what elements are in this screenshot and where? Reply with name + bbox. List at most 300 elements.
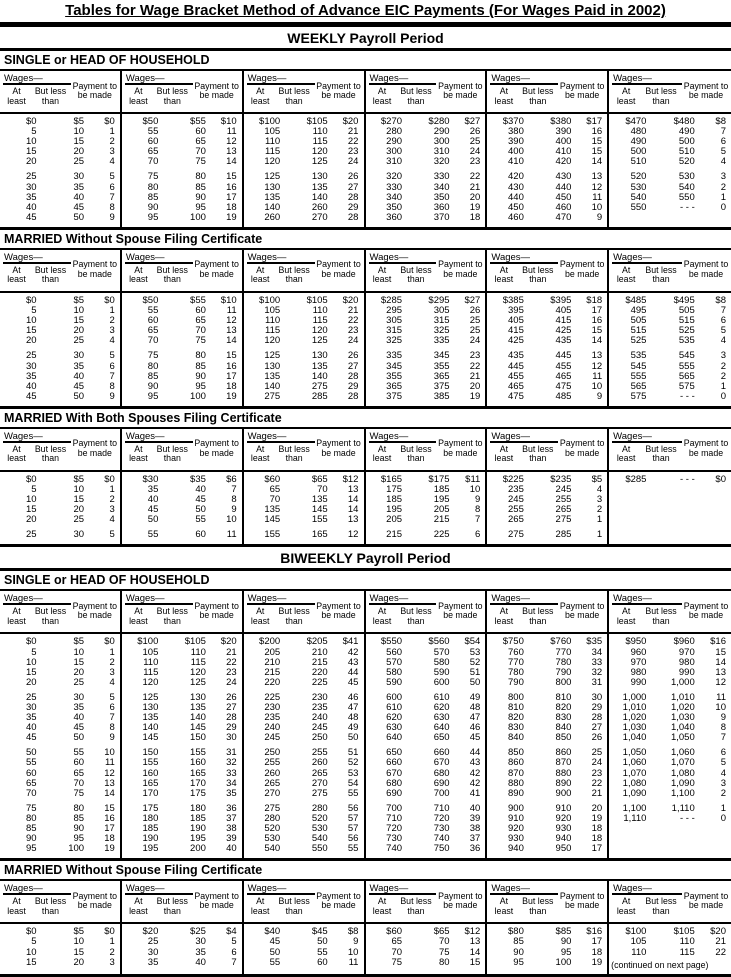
at-least-value: 1,000 — [622, 691, 647, 703]
at-least-value: $0 — [25, 473, 37, 485]
at-least-value: 15 — [25, 956, 37, 968]
table-row — [122, 637, 242, 647]
payment-value: 25 — [591, 747, 603, 759]
but-less-than-value: 90 — [195, 370, 206, 382]
but-less-than-value: $5 — [73, 473, 85, 485]
payment-value: 4 — [720, 156, 726, 168]
at-least-value: 85 — [147, 191, 159, 203]
column-body — [244, 924, 364, 971]
wages-header-group — [369, 430, 437, 470]
at-least-value: 255 — [508, 504, 524, 516]
but-less-than-value: 60 — [195, 529, 206, 541]
payment-value: 6 — [109, 702, 115, 713]
but-less-than-value: 245 — [555, 483, 572, 495]
payment-value: 48 — [347, 712, 359, 724]
payment-value: 7 — [231, 483, 237, 495]
but-less-than-value: 160 — [190, 757, 206, 769]
wages-header-group — [369, 882, 437, 922]
but-less-than-label: But less than — [156, 264, 188, 285]
payment-value: 54 — [347, 777, 359, 789]
table-row — [487, 937, 607, 947]
table-row — [0, 515, 120, 525]
at-least-value: 215 — [264, 666, 281, 678]
payment-value: 52 — [469, 656, 481, 668]
but-less-than-value: 130 — [190, 691, 206, 703]
but-less-than-value: 770 — [555, 646, 572, 658]
but-less-than-label: But less than — [278, 264, 310, 285]
table-row — [366, 678, 486, 688]
but-less-than-value: 110 — [312, 305, 328, 317]
at-least-value: 75 — [147, 350, 159, 362]
at-least-value: 95 — [513, 956, 524, 968]
at-least-value: 15 — [25, 325, 37, 337]
payment-value: 18 — [591, 946, 603, 958]
but-less-than-value: 1,100 — [670, 787, 695, 799]
payment-value: $8 — [715, 294, 726, 306]
payment-value: 14 — [591, 335, 603, 347]
at-least-value: 235 — [264, 712, 281, 724]
at-least-value: 195 — [386, 504, 403, 516]
payment-value: 33 — [591, 656, 603, 668]
payment-value: 16 — [104, 812, 115, 824]
column-body — [366, 924, 486, 971]
at-least-value: 505 — [630, 315, 647, 327]
payment-value: 21 — [715, 936, 726, 948]
payment-value: 19 — [591, 956, 603, 968]
at-least-value: 20 — [25, 335, 37, 347]
table-row — [122, 723, 242, 733]
table-row — [487, 515, 607, 525]
bracket-table — [0, 250, 731, 409]
table-row — [487, 844, 607, 854]
at-least-value: 1,090 — [622, 787, 647, 799]
column-header — [244, 429, 364, 472]
table-row — [487, 769, 607, 779]
but-less-than-value: 620 — [433, 702, 450, 713]
table-row — [244, 824, 364, 834]
but-less-than-value: $105 — [306, 294, 328, 306]
row-group — [366, 804, 486, 854]
wages-label: Wages— — [612, 882, 682, 895]
but-less-than-value: $5 — [73, 926, 85, 938]
table-row — [609, 789, 731, 799]
at-least-value: $30 — [142, 473, 159, 485]
column-body — [487, 924, 607, 971]
table-row — [487, 382, 607, 392]
table-row — [487, 758, 607, 768]
payment-value: 6 — [475, 529, 481, 541]
at-least-value: 70 — [147, 335, 159, 347]
table-row — [487, 157, 607, 167]
at-least-value: 45 — [25, 732, 37, 744]
table-row — [487, 203, 607, 213]
table-row — [0, 789, 120, 799]
wages-label: Wages— — [490, 882, 558, 895]
table-row — [366, 326, 486, 336]
row-group — [487, 475, 607, 525]
table-row — [609, 372, 731, 382]
at-least-value: 135 — [264, 191, 281, 203]
payment-value: 8 — [475, 504, 481, 516]
at-least-value: 35 — [25, 712, 37, 724]
table-row — [244, 127, 364, 137]
at-least-value: 185 — [142, 823, 159, 835]
table-row — [487, 495, 607, 505]
column-body — [0, 293, 120, 406]
table-row — [487, 748, 607, 758]
payment-value: 6 — [231, 946, 237, 958]
table-column — [244, 881, 366, 973]
but-less-than-value: 890 — [555, 777, 572, 789]
but-less-than-value: 540 — [311, 833, 328, 845]
table-row — [244, 117, 364, 127]
payment-value: 18 — [226, 201, 237, 213]
at-least-value: 25 — [147, 936, 159, 948]
payment-value: 50 — [469, 676, 481, 688]
table-row — [487, 392, 607, 402]
payment-value: 18 — [591, 833, 603, 845]
but-less-than-value: $395 — [550, 294, 572, 306]
but-less-than-value: 455 — [555, 360, 572, 372]
at-least-value: 85 — [25, 823, 37, 835]
payment-value: 34 — [591, 646, 603, 658]
column-header — [0, 71, 120, 114]
payment-value: 36 — [226, 802, 237, 814]
but-less-than-value: 20 — [73, 956, 85, 968]
table-row — [122, 703, 242, 713]
at-least-value: 860 — [508, 757, 524, 769]
payment-value: 11 — [348, 956, 359, 968]
at-least-value: 820 — [508, 712, 524, 724]
but-less-than-value: - - - — [679, 812, 695, 824]
table-row — [487, 351, 607, 361]
table-row — [487, 475, 607, 485]
column-body — [609, 114, 731, 217]
table-row — [366, 127, 486, 137]
wage-subheaders — [490, 443, 558, 464]
payment-value: 13 — [347, 514, 359, 526]
at-least-value: 870 — [508, 767, 524, 779]
at-least-value: 535 — [630, 350, 647, 362]
but-less-than-value: 220 — [311, 666, 328, 678]
at-least-value: 395 — [508, 305, 524, 317]
row-group — [244, 927, 364, 967]
but-less-than-label: But less than — [400, 264, 432, 285]
payment-value: 10 — [469, 483, 481, 495]
payment-value: 13 — [469, 936, 481, 948]
table-row — [122, 713, 242, 723]
but-less-than-value: 255 — [555, 494, 572, 506]
at-least-value: 70 — [147, 156, 159, 168]
payment-value: 50 — [347, 732, 359, 744]
but-less-than-value: $960 — [673, 636, 695, 648]
payment-value: 1 — [720, 191, 726, 203]
at-least-value: 90 — [147, 201, 159, 213]
at-least-value: 125 — [264, 171, 281, 183]
table-row — [244, 844, 364, 854]
at-least-value: 165 — [142, 777, 159, 789]
table-column — [122, 429, 244, 545]
table-column — [244, 591, 366, 858]
wages-header-group — [247, 72, 315, 112]
at-least-value: 75 — [147, 171, 159, 183]
at-least-value: 170 — [142, 787, 159, 799]
at-least-value: 335 — [386, 350, 403, 362]
at-least-value: 115 — [143, 666, 159, 678]
column-header — [244, 250, 364, 293]
but-less-than-value: 130 — [311, 171, 328, 183]
row-group — [487, 296, 607, 346]
wages-header-group — [3, 882, 71, 922]
table-column — [244, 71, 366, 227]
bracket-header: MARRIED With Both Spouses Filing Certificate — [0, 410, 731, 429]
wages-label: Wages— — [369, 251, 437, 264]
at-least-value: 195 — [142, 843, 159, 855]
table-row — [0, 824, 120, 834]
payment-value: 17 — [591, 936, 603, 948]
wages-header-group — [3, 251, 71, 291]
payment-value: 0 — [720, 812, 726, 824]
but-less-than-value: $480 — [673, 116, 695, 127]
table-row — [0, 637, 120, 647]
but-less-than-value: 410 — [555, 146, 572, 158]
at-least-value: 135 — [264, 504, 281, 516]
row-group — [244, 351, 364, 401]
at-least-value: 340 — [386, 191, 403, 203]
at-least-value: 55 — [147, 305, 159, 317]
at-least-value: 445 — [508, 360, 524, 372]
at-least-value: 55 — [147, 529, 159, 541]
wage-subheaders — [3, 85, 71, 106]
payment-value: 14 — [715, 656, 726, 668]
wage-subheaders — [612, 264, 682, 285]
at-least-label: At least — [616, 896, 636, 916]
payment-value: 3 — [720, 777, 726, 789]
payment-value: 5 — [109, 529, 115, 541]
table-column — [122, 881, 244, 973]
payment-value: 5 — [109, 350, 115, 362]
but-less-than-value: 415 — [555, 315, 572, 327]
at-least-value: 345 — [386, 360, 403, 372]
table-row — [0, 703, 120, 713]
payment-value: 5 — [109, 171, 115, 183]
table-row — [244, 157, 364, 167]
wage-subheaders — [3, 264, 71, 285]
table-row — [122, 779, 242, 789]
row-group — [244, 748, 364, 798]
but-less-than-value: 80 — [195, 171, 206, 183]
row-group — [609, 117, 731, 167]
but-less-than-value: 50 — [73, 732, 85, 744]
but-less-than-value: $65 — [433, 926, 450, 938]
payment-value: 19 — [226, 211, 237, 223]
but-less-than-value: 660 — [433, 747, 450, 759]
but-less-than-value: 570 — [433, 646, 450, 658]
row-group — [366, 475, 486, 525]
payment-value: 1 — [109, 936, 115, 948]
but-less-than-value: 115 — [312, 136, 328, 148]
payment-value: 9 — [596, 211, 603, 223]
table-row — [244, 362, 364, 372]
table-row — [487, 723, 607, 733]
at-least-value: 50 — [269, 946, 281, 958]
but-less-than-value: 740 — [433, 833, 450, 845]
row-group — [122, 637, 242, 687]
payment-value: $17 — [586, 116, 603, 127]
wages-label: Wages— — [369, 72, 437, 85]
at-least-value: 700 — [386, 802, 403, 814]
at-least-value: 525 — [630, 335, 647, 347]
payment-value: 0 — [720, 201, 726, 213]
payment-value: 39 — [226, 833, 237, 845]
but-less-than-value: 850 — [555, 732, 572, 744]
at-least-value: 990 — [630, 676, 647, 688]
but-less-than-value: $55 — [190, 294, 206, 306]
but-less-than-value: 1,050 — [670, 732, 695, 744]
table-row — [366, 834, 486, 844]
at-least-value: 65 — [25, 777, 37, 789]
column-header — [0, 250, 120, 293]
but-less-than-value: 530 — [678, 171, 695, 183]
payment-value: 49 — [347, 722, 359, 734]
but-less-than-value: 280 — [311, 802, 328, 814]
at-least-value: 245 — [508, 494, 524, 506]
payment-value: 23 — [469, 156, 481, 168]
row-group — [122, 927, 242, 967]
table-row — [366, 475, 486, 485]
table-row — [122, 958, 242, 968]
payment-value: 25 — [469, 315, 481, 327]
at-least-value: $0 — [25, 116, 37, 127]
table-row — [122, 678, 242, 688]
at-least-label: At least — [7, 896, 26, 916]
but-less-than-value: $235 — [550, 473, 572, 485]
wages-label: Wages— — [369, 592, 437, 605]
table-row — [366, 958, 486, 968]
table-row — [0, 336, 120, 346]
at-least-value: 20 — [25, 514, 37, 526]
payment-value: 24 — [347, 335, 359, 347]
but-less-than-label: But less than — [278, 896, 310, 916]
table-row — [609, 948, 731, 958]
at-least-value: 530 — [630, 181, 647, 193]
at-least-value: 880 — [508, 777, 524, 789]
payment-value: 15 — [715, 646, 726, 658]
payment-label: Payment to be made — [316, 259, 361, 279]
table-row — [366, 713, 486, 723]
at-least-value: 95 — [147, 390, 159, 402]
at-least-value: 600 — [386, 691, 403, 703]
at-least-label: At least — [494, 264, 514, 285]
payment-label: Payment to be made — [559, 259, 605, 279]
table-row — [244, 306, 364, 316]
payment-label: Payment to be made — [72, 259, 118, 279]
but-less-than-value: 600 — [433, 676, 450, 688]
payment-value: 1 — [720, 802, 726, 814]
at-least-value: 75 — [25, 802, 37, 814]
but-less-than-value: 820 — [555, 702, 572, 713]
payment-label: Payment to be made — [559, 600, 605, 621]
payment-value: 8 — [109, 201, 115, 213]
payment-value: 22 — [469, 171, 481, 183]
payment-value: 28 — [591, 712, 603, 724]
but-less-than-value: $45 — [311, 926, 328, 938]
table-row — [487, 172, 607, 182]
at-least-value: 290 — [386, 136, 403, 148]
but-less-than-value: 680 — [433, 767, 450, 779]
at-least-label: At least — [616, 264, 636, 285]
at-least-value: 155 — [142, 757, 159, 769]
but-less-than-value: 670 — [433, 757, 450, 769]
wages-label: Wages— — [490, 251, 558, 264]
payment-value: 53 — [469, 646, 481, 658]
row-group — [122, 748, 242, 798]
but-less-than-value: 260 — [311, 757, 328, 769]
at-least-value: 560 — [386, 646, 403, 658]
at-least-value: 510 — [630, 156, 647, 168]
payment-value: 7 — [231, 956, 237, 968]
payment-value: 37 — [226, 812, 237, 824]
table-row — [366, 351, 486, 361]
payment-value: 42 — [469, 777, 481, 789]
bracket-header: MARRIED Without Spouse Filing Certificate — [0, 231, 731, 250]
but-less-than-label: But less than — [34, 443, 67, 464]
table-row — [0, 362, 120, 372]
wage-subheaders — [125, 605, 193, 626]
but-less-than-value: 95 — [195, 201, 206, 213]
payment-label: Payment to be made — [438, 600, 483, 621]
but-less-than-label: But less than — [278, 443, 310, 464]
at-least-value: 65 — [269, 483, 281, 495]
but-less-than-value: 70 — [195, 146, 206, 158]
at-least-value: $100 — [259, 116, 281, 127]
at-least-label: At least — [372, 606, 392, 626]
table-row — [487, 147, 607, 157]
at-least-value: 220 — [264, 676, 281, 688]
payment-value: 21 — [469, 181, 481, 193]
but-less-than-value: 1,070 — [670, 757, 695, 769]
at-least-value: 60 — [25, 767, 37, 779]
payment-value: 15 — [104, 802, 115, 814]
at-least-value: 110 — [265, 315, 281, 327]
but-less-than-value: 185 — [190, 812, 206, 824]
at-least-value: 365 — [386, 380, 403, 392]
payment-value: $16 — [586, 926, 603, 938]
at-least-value: 770 — [508, 656, 524, 668]
at-least-value: 145 — [142, 732, 159, 744]
row-group — [487, 804, 607, 854]
table-row — [366, 733, 486, 743]
at-least-value: 180 — [142, 812, 159, 824]
table-row — [609, 127, 731, 137]
table-row — [0, 495, 120, 505]
but-less-than-value: 175 — [190, 787, 206, 799]
at-least-value: 210 — [264, 656, 281, 668]
table-column — [609, 429, 731, 545]
table-row — [366, 382, 486, 392]
column-body — [122, 472, 242, 545]
payment-value: $8 — [347, 926, 359, 938]
table-row — [244, 515, 364, 525]
but-less-than-value: $65 — [311, 473, 328, 485]
payment-value: 28 — [347, 191, 359, 203]
table-row — [0, 733, 120, 743]
table-row — [609, 382, 731, 392]
but-less-than-value: 20 — [73, 666, 85, 678]
payment-value: 14 — [347, 504, 359, 516]
table-column — [0, 429, 122, 545]
payment-value: 17 — [226, 191, 237, 203]
